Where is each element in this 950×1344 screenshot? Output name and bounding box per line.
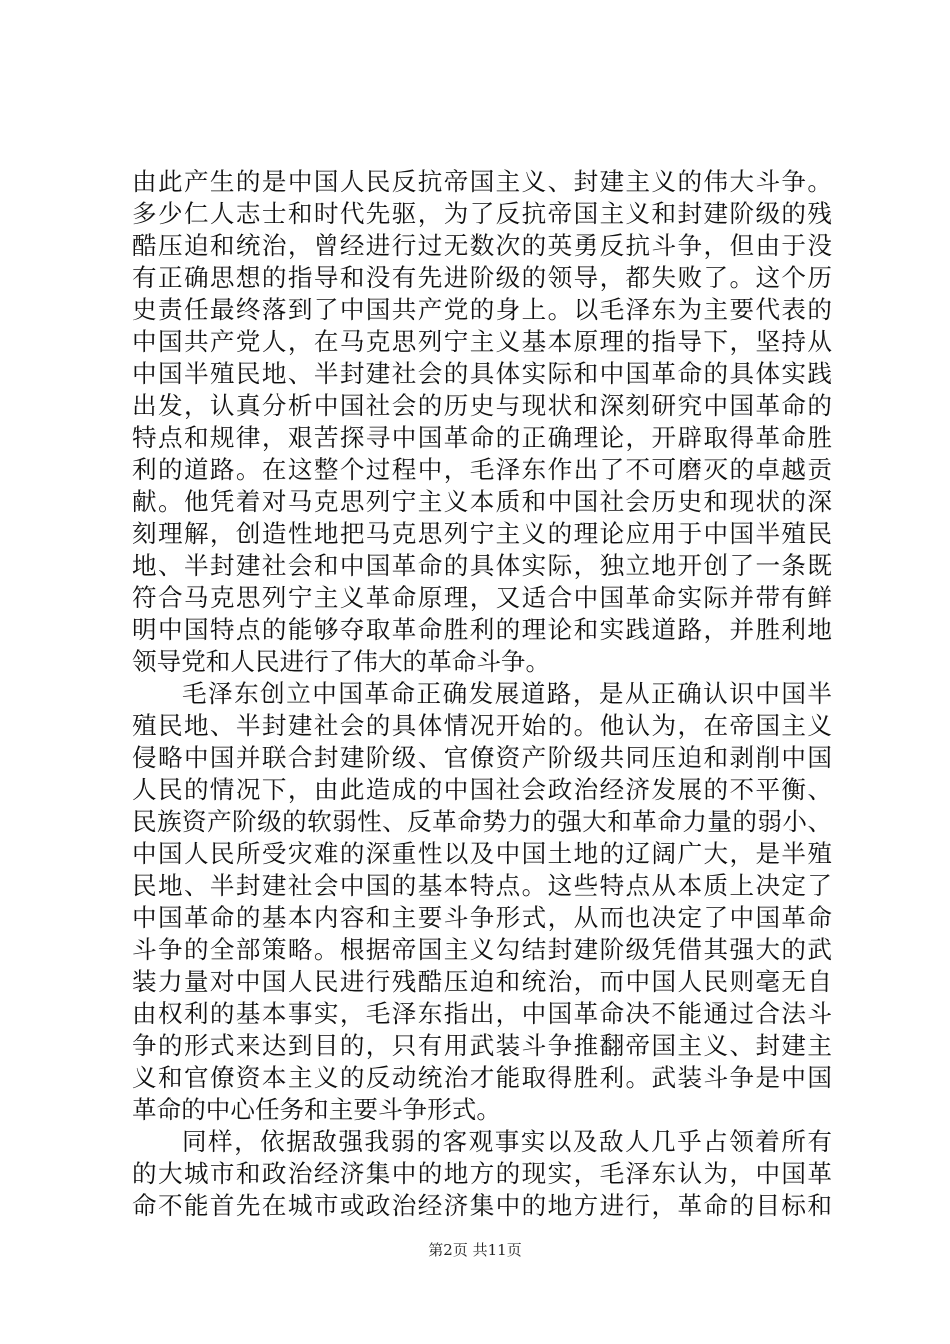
text-line: 中国革命的基本内容和主要斗争形式，从而也决定了中国革命: [132, 903, 832, 932]
text-line: 侵略中国并联合封建阶级、官僚资产阶级共同压迫和剥削中国: [132, 743, 832, 772]
text-line: 有正确思想的指导和没有先进阶级的领导，都失败了。这个历: [132, 263, 832, 292]
text-line: 殖民地、半封建社会的具体情况开始的。他认为，在帝国主义: [132, 711, 832, 740]
text-line: 命不能首先在城市或政治经济集中的地方进行，革命的目标和: [132, 1191, 832, 1220]
text-line: 多少仁人志士和时代先驱，为了反抗帝国主义和封建阶级的残: [132, 199, 832, 228]
text-line: 利的道路。在这整个过程中，毛泽东作出了不可磨灭的卓越贡: [132, 455, 832, 484]
text-line: 毛泽东创立中国革命正确发展道路，是从正确认识中国半: [182, 679, 832, 708]
text-line: 人民的情况下，由此造成的中国社会政治经济发展的不平衡、: [132, 775, 832, 804]
text-line: 民族资产阶级的软弱性、反革命势力的强大和革命力量的弱小、: [132, 807, 832, 836]
text-line: 革命的中心任务和主要斗争形式。: [132, 1095, 501, 1124]
text-line: 地、半封建社会和中国革命的具体实际，独立地开创了一条既: [132, 551, 832, 580]
text-line: 由权利的基本事实，毛泽东指出，中国革命决不能通过合法斗: [132, 999, 832, 1028]
text-line: 争的形式来达到目的，只有用武装斗争推翻帝国主义、封建主: [132, 1031, 832, 1060]
text-line: 符合马克思列宁主义革命原理，又适合中国革命实际并带有鲜: [132, 583, 832, 612]
text-line: 斗争的全部策略。根据帝国主义勾结封建阶级凭借其强大的武: [132, 935, 832, 964]
text-line: 中国共产党人，在马克思列宁主义基本原理的指导下，坚持从: [132, 327, 832, 356]
text-line: 领导党和人民进行了伟大的革命斗争。: [132, 647, 551, 676]
text-line: 中国半殖民地、半封建社会的具体实际和中国革命的具体实践: [132, 359, 832, 388]
text-line: 中国人民所受灾难的深重性以及中国土地的辽阔广大，是半殖: [132, 839, 832, 868]
text-line: 献。他凭着对马克思列宁主义本质和中国社会历史和现状的深: [132, 487, 832, 516]
text-line: 义和官僚资本主义的反动统治才能取得胜利。武装斗争是中国: [132, 1063, 832, 1092]
text-line: 刻理解，创造性地把马克思列宁主义的理论应用于中国半殖民: [132, 519, 832, 548]
text-line: 酷压迫和统治，曾经进行过无数次的英勇反抗斗争，但由于没: [132, 231, 832, 260]
text-line: 装力量对中国人民进行残酷压迫和统治，而中国人民则毫无自: [132, 967, 832, 996]
text-line: 民地、半封建社会中国的基本特点。这些特点从本质上决定了: [132, 871, 832, 900]
text-line: 由此产生的是中国人民反抗帝国主义、封建主义的伟大斗争。: [132, 167, 832, 196]
document-body: [132, 166, 832, 1222]
text-line: 特点和规律，艰苦探寻中国革命的正确理论，开辟取得革命胜: [132, 423, 832, 452]
text-line: 明中国特点的能够夺取革命胜利的理论和实践道路，并胜利地: [132, 615, 832, 644]
text-line: 出发，认真分析中国社会的历史与现状和深刻研究中国革命的: [132, 391, 832, 420]
page-number-footer: 第2页 共11页: [428, 1241, 522, 1259]
text-line: 同样，依据敌强我弱的客观事实以及敌人几乎占领着所有: [182, 1127, 832, 1156]
text-line: 史责任最终落到了中国共产党的身上。以毛泽东为主要代表的: [132, 295, 832, 324]
text-line: 的大城市和政治经济集中的地方的现实，毛泽东认为，中国革: [132, 1159, 832, 1188]
